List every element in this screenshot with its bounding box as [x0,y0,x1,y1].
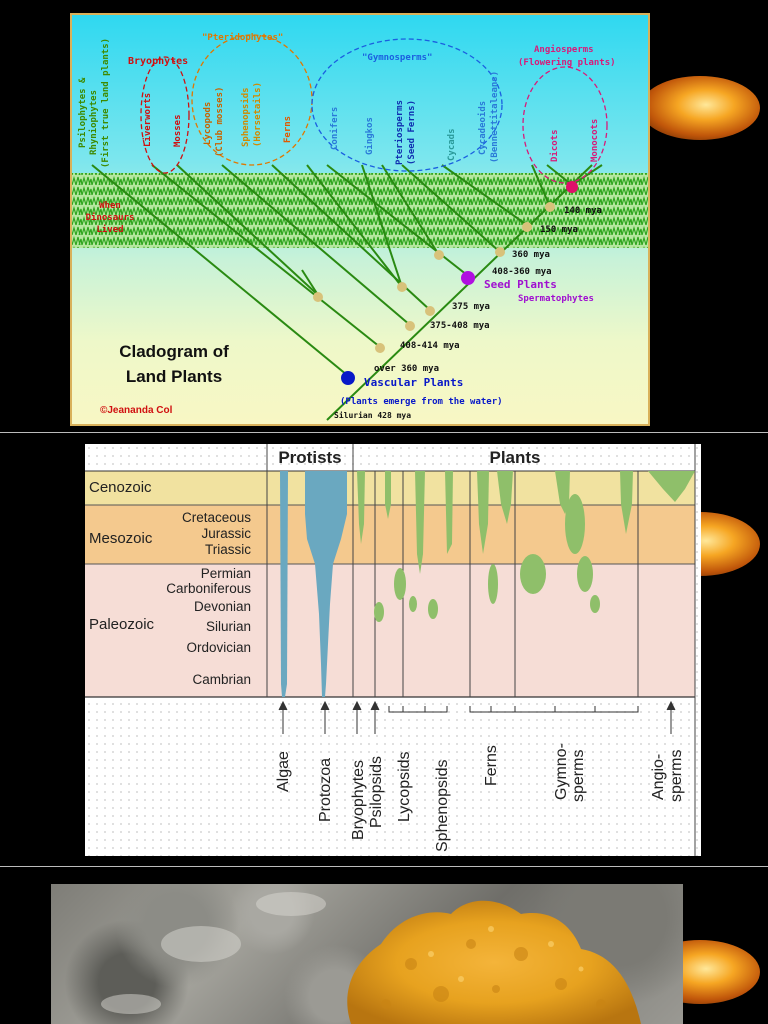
col-sphenopsids: Sphenopsids [434,759,451,852]
col-protozoa: Protozoa [317,757,334,822]
node-150mya: 150 mya [540,225,578,235]
node-over-360mya: over 360 mya [374,364,440,374]
slide-divider-1 [0,432,768,433]
node-408-360mya: 408-360 mya [492,267,552,277]
node-408-414mya: 408-414 mya [400,341,460,351]
col-bryophytes: Bryophytes [350,759,367,840]
cladogram-svg [72,15,648,424]
geologic-range-chart [85,444,701,856]
period-carboniferous: Carboniferous [166,581,251,596]
dinosaur-note-line3: Lived [96,225,124,235]
taxon-ferns: Ferns [283,115,293,143]
taxon-bennettitaleans: (Bennettitaleans) [490,70,500,163]
header-plants: Plants [489,448,541,467]
cladogram-title-line1: Cladogram of [119,342,229,361]
decorative-orb-1 [640,76,760,140]
period-silurian: Silurian [205,619,251,634]
group-label-flowering-plants: (Flowering plants) [518,58,616,68]
taxon-monocots: Monocots [590,118,600,162]
angiosperm-node [566,181,578,193]
lichen-illustration [51,884,683,1024]
col-gymno: Gymno- [553,743,570,800]
seed-plant-node [461,271,475,285]
slide-divider-2 [0,866,768,867]
taxon-cycads: Cycads [447,128,457,161]
col-angio-sperms: sperms [668,749,685,802]
taxon-dicots: Dicots [550,129,560,162]
range-chart-svg [85,444,701,856]
period-cretaceous: Cretaceous [181,510,251,525]
taxon-conifers: Conifers [330,106,340,150]
col-angio: Angio- [650,753,667,800]
taxon-first-true-land-plants: (First true land plants) [101,37,111,168]
era-label-mesozoic: Mesozoic [89,530,153,547]
node-140mya: 140 mya [564,206,602,216]
period-jurassic: Jurassic [201,526,251,541]
taxon-club-mosses: (Club mosses) [215,86,225,157]
column-brackets [279,702,675,734]
node-silurian: Silurian 428 mya [334,411,412,420]
group-label-gymnosperms: "Gymnosperms" [362,53,433,63]
taxon-liverworts: Liverworts [143,92,153,147]
period-cambrian: Cambrian [192,672,251,687]
dinosaur-era-band [72,173,648,248]
lichen-photo [51,884,683,1024]
node-375mya: 375 mya [452,302,490,312]
taxon-psilophytes: Psilophytes & [78,77,88,148]
dinosaur-note-line1: When [99,201,121,211]
period-triassic: Triassic [205,542,251,557]
psilopsids-range [374,602,384,622]
taxon-cycadeoids: Cycadeoids [478,100,488,155]
era-label-cenozoic: Cenozoic [89,479,152,496]
taxon-gingkos: Gingkos [365,117,375,155]
taxon-seed-ferns: (Seed Ferns) [407,99,417,165]
col-psilopsids: Psilopsids [368,755,385,828]
col-ferns: Ferns [483,745,500,786]
dinosaur-note-line2: Dinosaurs [85,213,135,223]
taxon-pteriosperms: Pteriosperms [395,99,405,165]
col-algae: Algae [275,751,292,792]
taxon-sphenopsids: Sphenopsids [241,87,251,147]
node-seed-plants: Seed Plants [484,278,557,291]
vascular-plant-node [341,371,355,385]
period-permian: Permian [200,566,251,581]
period-devonian: Devonian [193,599,251,614]
cladogram-title-line2: Land Plants [125,367,223,386]
col-gymno-sperms: sperms [570,749,587,802]
group-label-pteridophytes: "Pteridophytes" [202,33,284,43]
node-360mya: 360 mya [512,250,550,260]
taxon-mosses: Mosses [173,114,183,147]
col-lycopsids: Lycopsids [396,751,413,822]
node-vascular-plants: Vascular Plants [364,376,464,389]
period-ordovician: Ordovician [186,640,251,655]
taxon-lycopods: Lycopods [203,101,213,145]
cladogram-credit: ©Jeananda Col [100,405,173,416]
era-band-mesozoic [85,505,695,564]
era-label-paleozoic: Paleozoic [89,616,155,633]
group-label-angiosperms: Angiosperms [534,45,594,55]
header-protists: Protists [278,448,342,467]
taxon-rhyniophytes: Rhyniophytes [89,89,99,155]
node-375-408mya: 375-408 mya [430,321,490,331]
column-labels [275,743,685,852]
group-label-bryophytes: Bryophytes [128,56,189,67]
node-spermatophytes: Spermatophytes [518,294,594,304]
algae-range [280,471,288,697]
taxon-horsetails: (Horsetails) [253,81,263,147]
node-plants-emerge: (Plants emerge from the water) [340,397,503,407]
cladogram-panel [70,13,650,426]
